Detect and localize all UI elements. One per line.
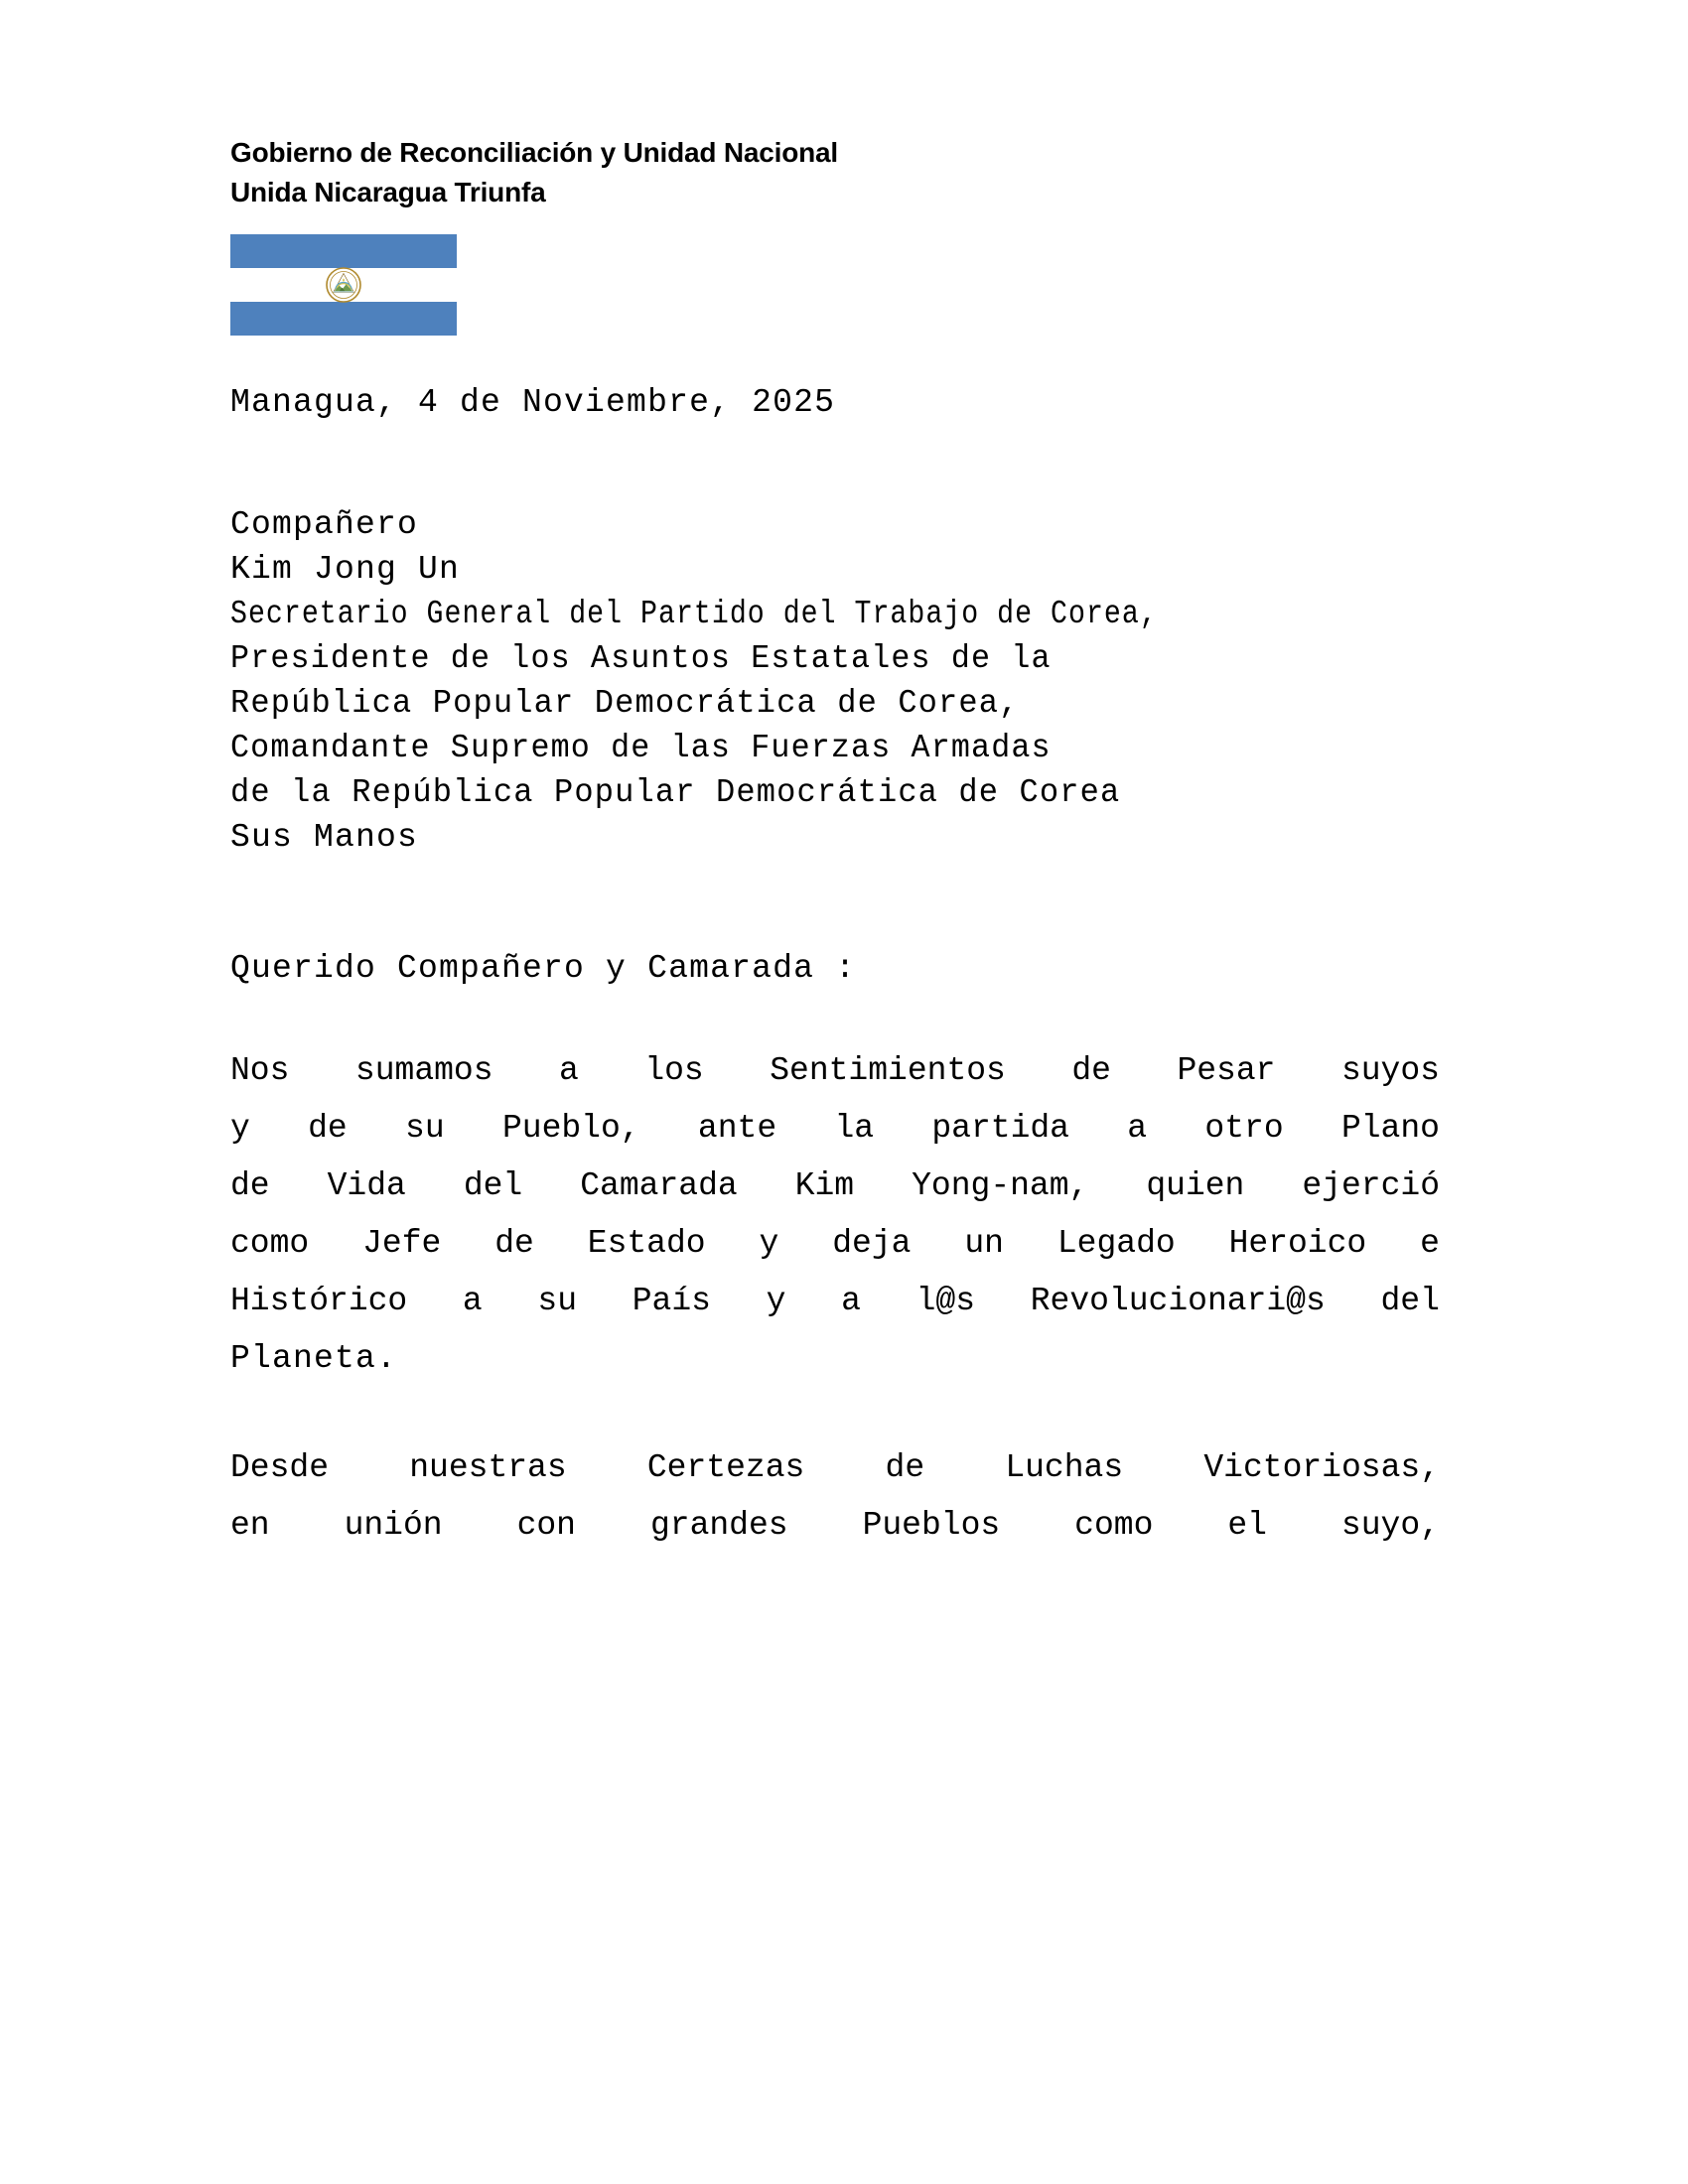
- word: de: [494, 1225, 534, 1262]
- recipient-line: de la República Popular Democrática de Corea: [230, 774, 1121, 811]
- recipient-line: Secretario General del Partido del Trabajo de Corea,: [230, 596, 1158, 632]
- word: quien: [1146, 1167, 1245, 1204]
- paragraph-line: [230, 1042, 1440, 1100]
- word: suyo,: [1340, 1507, 1440, 1544]
- word: los: [644, 1052, 704, 1089]
- word: y: [766, 1283, 786, 1319]
- word: como: [1074, 1507, 1154, 1544]
- word: su: [405, 1110, 445, 1147]
- word: como: [230, 1225, 310, 1262]
- word: a: [462, 1283, 483, 1319]
- word: a: [559, 1052, 579, 1089]
- word: Heroico: [1228, 1225, 1367, 1262]
- word: Sentimientos: [770, 1052, 1006, 1089]
- word: e: [1420, 1225, 1440, 1262]
- word: la: [834, 1110, 875, 1147]
- word: deja: [832, 1225, 912, 1262]
- word: el: [1227, 1507, 1267, 1544]
- word: con: [516, 1507, 576, 1544]
- letterhead-line-2: Unida Nicaragua Triunfa: [230, 177, 546, 207]
- paragraph-line: [230, 1497, 1440, 1555]
- flag-band-top: [230, 234, 457, 268]
- word: Revolucionari@s: [1030, 1283, 1326, 1319]
- word: a: [1127, 1110, 1148, 1147]
- word: Pueblo,: [501, 1110, 640, 1147]
- word: del: [463, 1167, 523, 1204]
- word: partida: [931, 1110, 1069, 1147]
- word: sumamos: [354, 1052, 493, 1089]
- word: un: [964, 1225, 1004, 1262]
- salutation: Querido Compañero y Camarada :: [230, 950, 857, 987]
- word: Legado: [1056, 1225, 1176, 1262]
- word: del: [1380, 1283, 1440, 1319]
- word: nuestras: [409, 1449, 567, 1486]
- recipient-line: Compañero: [230, 506, 419, 543]
- document-content: [230, 0, 1440, 1555]
- word: a: [841, 1283, 861, 1319]
- word: Desde: [230, 1449, 330, 1486]
- word: Vida: [327, 1167, 406, 1204]
- word: grandes: [649, 1507, 788, 1544]
- word: Certezas: [646, 1449, 805, 1486]
- paragraph-line: [230, 1439, 1440, 1497]
- word: su: [537, 1283, 578, 1319]
- word: Nos: [230, 1052, 290, 1089]
- word: Pueblos: [862, 1507, 1001, 1544]
- recipient-line: República Popular Democrática de Corea,: [230, 685, 1020, 722]
- word: Jefe: [362, 1225, 442, 1262]
- recipient-line: Sus Manos: [230, 819, 419, 856]
- word: de: [230, 1167, 270, 1204]
- word: Camarada: [580, 1167, 738, 1204]
- body-paragraph: [230, 1042, 1440, 1388]
- word: y: [230, 1110, 250, 1147]
- recipient-line: Comandante Supremo de las Fuerzas Armadas: [230, 730, 1052, 766]
- paragraph-line: [230, 1215, 1440, 1273]
- paragraph-line: [230, 1100, 1440, 1158]
- word: Kim: [794, 1167, 855, 1204]
- word: Luchas: [1005, 1449, 1124, 1486]
- word: de: [885, 1449, 925, 1486]
- nicaragua-flag: [230, 234, 457, 336]
- recipient-line: Presidente de los Asuntos Estatales de la: [230, 640, 1052, 677]
- recipient-block: [230, 502, 1440, 860]
- letterhead-line-1: Gobierno de Reconciliación y Unidad Nacional: [230, 137, 838, 168]
- word: de: [1071, 1052, 1111, 1089]
- word: Victoriosas,: [1203, 1449, 1440, 1486]
- body-paragraph: [230, 1439, 1440, 1555]
- word: suyos: [1340, 1052, 1440, 1089]
- word: Pesar: [1177, 1052, 1276, 1089]
- paragraph-line: Planeta.: [230, 1340, 398, 1377]
- word: Histórico: [230, 1283, 408, 1319]
- word: Estado: [587, 1225, 706, 1262]
- word: Plano: [1340, 1110, 1440, 1147]
- paragraph-line: [230, 1273, 1440, 1330]
- paragraph-line: [230, 1158, 1440, 1215]
- letterhead: [230, 0, 1440, 212]
- word: País: [632, 1283, 711, 1319]
- word: ante: [697, 1110, 777, 1147]
- word: y: [759, 1225, 779, 1262]
- nicaragua-flag-image: [230, 234, 457, 336]
- word: Yong-nam,: [912, 1167, 1089, 1204]
- coat-of-arms-icon: [327, 268, 360, 302]
- word: otro: [1204, 1110, 1284, 1147]
- flag-band-bottom: [230, 302, 457, 336]
- word: de: [308, 1110, 348, 1147]
- word: ejerció: [1302, 1167, 1440, 1204]
- word: l@s: [915, 1283, 976, 1319]
- word: en: [230, 1507, 270, 1544]
- word: unión: [344, 1507, 443, 1544]
- dateline: Managua, 4 de Noviembre, 2025: [230, 384, 836, 421]
- recipient-line: Kim Jong Un: [230, 551, 461, 588]
